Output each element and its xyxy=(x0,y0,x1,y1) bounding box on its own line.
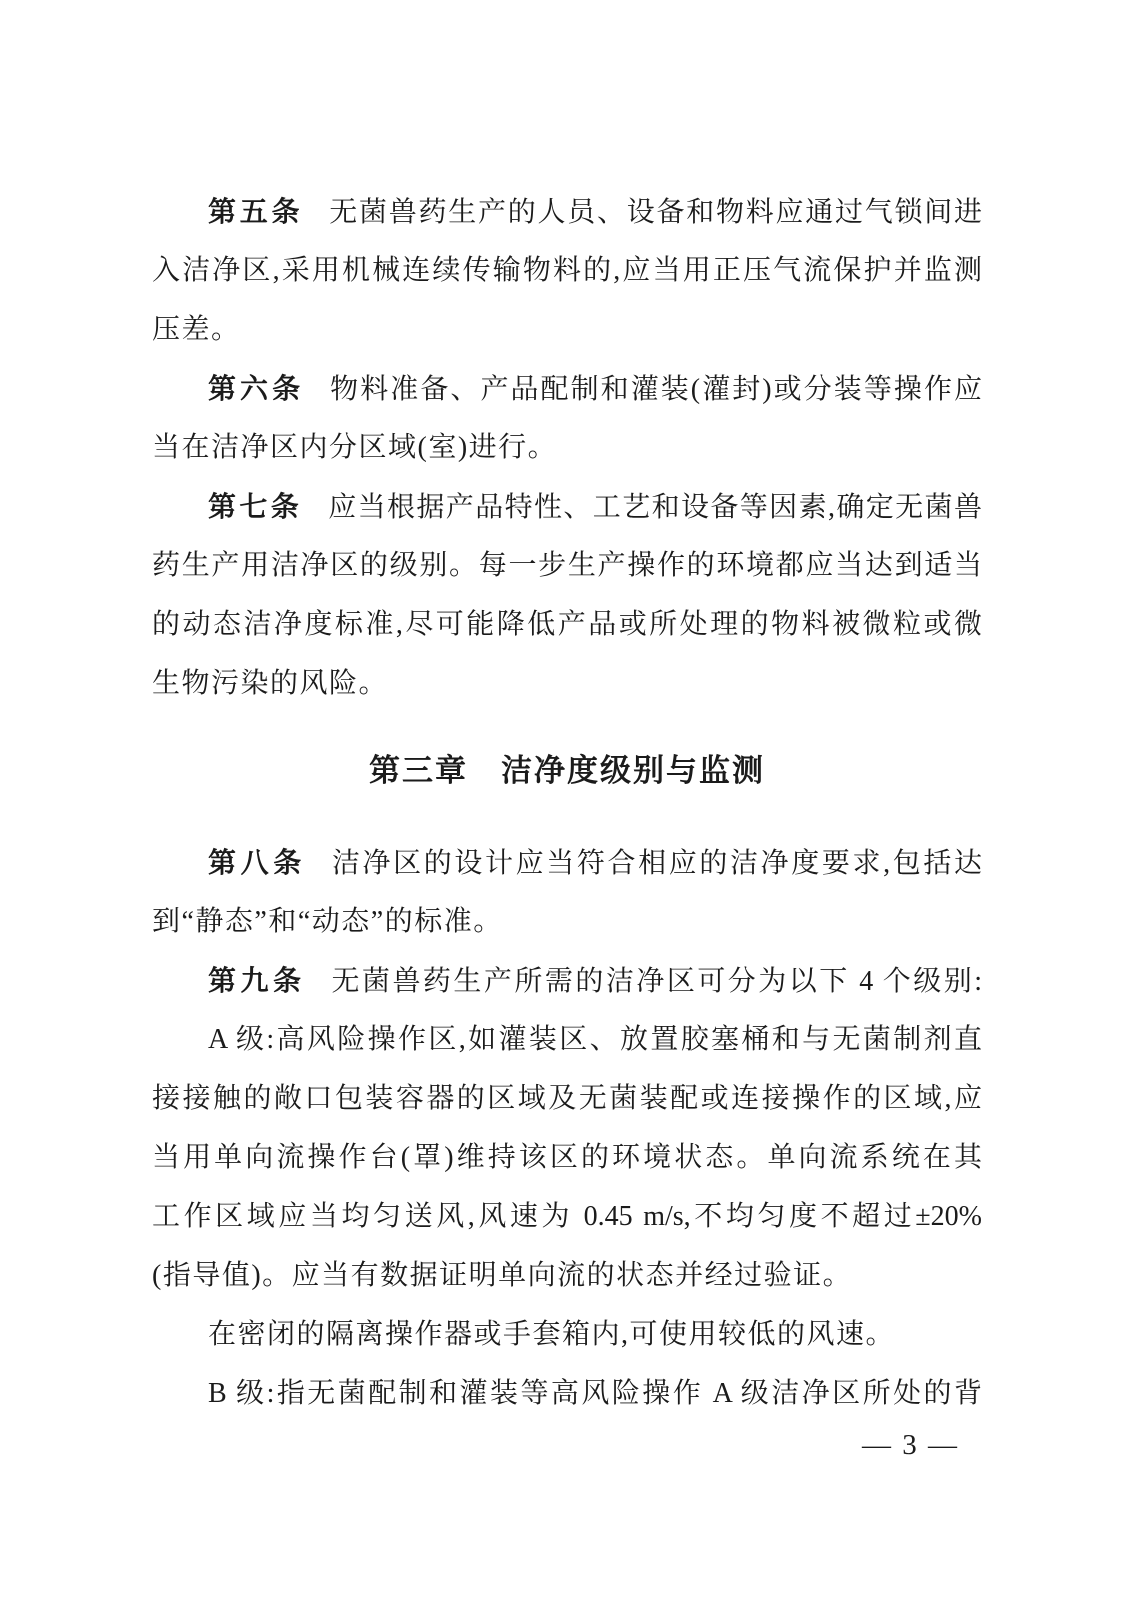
article-number-label: 第八条 xyxy=(208,847,306,878)
paragraph-line: 入洁净区,采用机械连续传输物料的,应当用正压气流保护并监测 xyxy=(152,255,982,286)
article-text: 洁净区的设计应当符合相应的洁净度要求,包括达 xyxy=(331,848,982,879)
article-line xyxy=(152,951,982,1010)
paragraph-line: A 级:高风险操作区,如灌装区、放置胶塞桶和与无菌制剂直 xyxy=(208,1024,982,1055)
article-text: 应当根据产品特性、工艺和设备等因素,确定无菌兽 xyxy=(328,492,982,523)
page-number: — 3 — xyxy=(862,1429,959,1461)
paragraph-line: 压差。 xyxy=(152,314,241,345)
article-line xyxy=(152,477,982,536)
paragraph-line: 当用单向流操作台(罩)维持该区的环境状态。单向流系统在其 xyxy=(152,1142,982,1173)
article-number-label: 第六条 xyxy=(208,373,305,404)
paragraph-line: 当在洁净区内分区域(室)进行。 xyxy=(152,432,558,463)
paragraph-line: 接接触的敞口包装容器的区域及无菌装配或连接操作的区域,应 xyxy=(152,1083,982,1114)
article-text: 无菌兽药生产的人员、设备和物料应通过气锁间进 xyxy=(329,197,982,228)
paragraph-line: (指导值)。应当有数据证明单向流的状态并经过验证。 xyxy=(152,1260,853,1291)
article-number-label: 第七条 xyxy=(208,491,303,522)
article-text: 物料准备、产品配制和灌装(灌封)或分装等操作应 xyxy=(330,374,982,405)
article-number-label: 第五条 xyxy=(208,196,304,227)
article-line xyxy=(152,359,982,418)
paragraph-line: 药生产用洁净区的级别。每一步生产操作的环境都应当达到适当 xyxy=(152,550,982,581)
article-line xyxy=(152,833,982,892)
paragraph-line: B 级:指无菌配制和灌装等高风险操作 A 级洁净区所处的背 xyxy=(208,1378,982,1409)
paragraph-line: 在密闭的隔离操作器或手套箱内,可使用较低的风速。 xyxy=(208,1319,896,1350)
paragraph-line: 工作区域应当均匀送风,风速为 0.45 m/s,不均匀度不超过±20% xyxy=(152,1201,982,1232)
chapter-heading: 第三章 洁净度级别与监测 xyxy=(369,753,765,788)
article-text: 无菌兽药生产所需的洁净区可分为以下 4 个级别: xyxy=(331,966,982,997)
paragraph-line: 到“静态”和“动态”的标准。 xyxy=(152,906,503,937)
paragraph-line: 生物污染的风险。 xyxy=(152,668,389,699)
paragraph-line: 的动态洁净度标准,尽可能降低产品或所处理的物料被微粒或微 xyxy=(152,609,982,640)
article-line xyxy=(152,182,982,241)
article-number-label: 第九条 xyxy=(208,965,306,996)
